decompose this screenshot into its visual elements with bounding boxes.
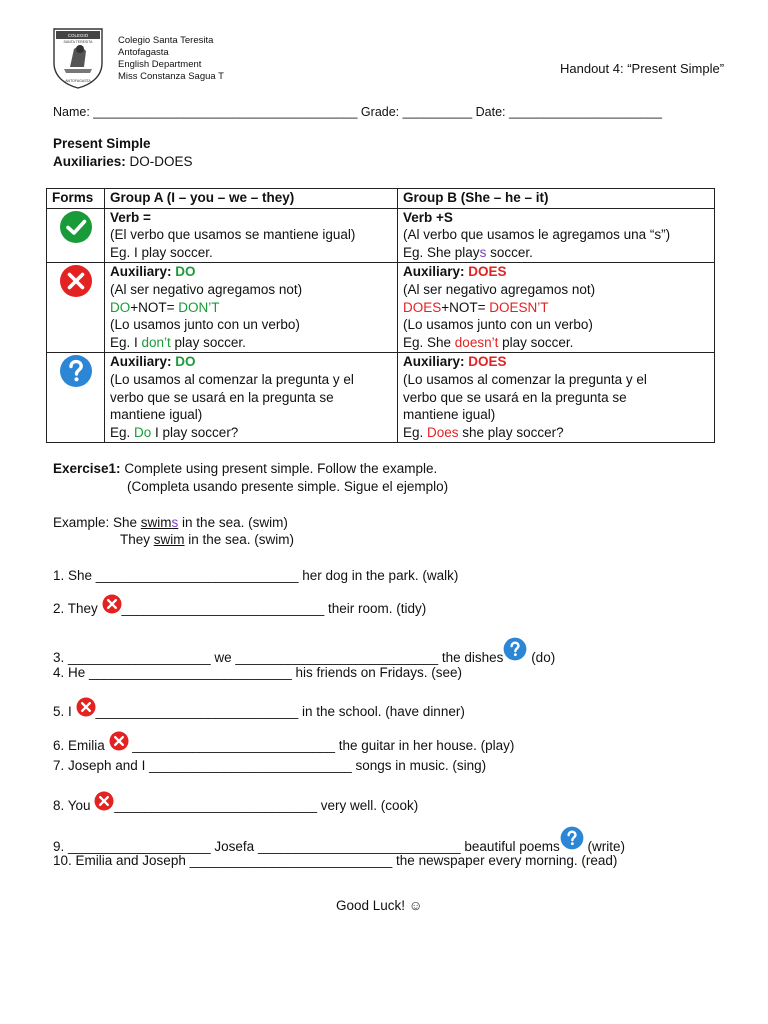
example-verb-suffix: s bbox=[171, 515, 179, 530]
x-circle-icon bbox=[94, 791, 114, 811]
negative-a-title bbox=[110, 263, 397, 281]
item-text: ___________________________ in the school. (have dinner) bbox=[95, 704, 465, 719]
auxiliaries-value: DO-DOES bbox=[125, 154, 193, 169]
aux-value: DOES bbox=[468, 354, 507, 370]
negative-b-title bbox=[403, 263, 714, 281]
affirmative-icon-cell bbox=[47, 208, 105, 263]
question-icon-cell bbox=[47, 353, 105, 443]
aux-value: DO bbox=[175, 354, 196, 370]
example-text: Eg. bbox=[110, 424, 135, 440]
negative-a-desc: (Al ser negativo agregamos not) bbox=[110, 281, 303, 297]
x-circle-icon bbox=[58, 263, 94, 299]
table-row-question bbox=[47, 353, 715, 443]
table-row-affirmative bbox=[47, 208, 715, 263]
item-text: (write) bbox=[583, 839, 625, 854]
example-verb bbox=[141, 515, 179, 530]
example-highlight: doesn’t bbox=[454, 334, 499, 350]
affirmative-b-title: Verb +S bbox=[403, 209, 453, 225]
item-text: ___________________________ their room. (tidy) bbox=[121, 601, 427, 616]
x-circle-icon bbox=[102, 594, 122, 614]
exercise-item-2 bbox=[53, 600, 426, 616]
item-text: 2. They bbox=[53, 601, 102, 616]
table-row-negative bbox=[47, 263, 715, 353]
example-line-2 bbox=[120, 532, 294, 547]
form-aux: DO bbox=[110, 299, 131, 315]
affirmative-b-example bbox=[403, 244, 714, 262]
form-result: DON’T bbox=[178, 299, 220, 315]
negative-b-use: (Lo usamos junto con un verbo) bbox=[403, 317, 593, 333]
exercise-item-3 bbox=[53, 637, 555, 665]
example-text: Eg. I bbox=[110, 334, 142, 350]
exercise-item-7: 7. Joseph and I ___________________________ songs in music. (sing) bbox=[53, 758, 487, 773]
header-group-a: Group A (I – you – we – they) bbox=[105, 189, 398, 209]
aux-label: Auxiliary: bbox=[403, 264, 469, 280]
auxiliaries-label: Auxiliaries: bbox=[53, 154, 126, 169]
example-text: They bbox=[120, 532, 154, 547]
negative-b-desc: (Al ser negativo agregamos not) bbox=[403, 281, 596, 297]
affirmative-a-title: Verb = bbox=[110, 209, 151, 225]
exercise-item-9 bbox=[53, 826, 625, 854]
example-highlight: don’t bbox=[141, 334, 171, 350]
question-b-title bbox=[403, 353, 714, 371]
school-city: Antofagasta bbox=[118, 47, 169, 58]
affirmative-group-b bbox=[398, 208, 715, 263]
question-a-desc-1: (Lo usamos al comenzar la pregunta y el bbox=[110, 371, 354, 387]
exercise-item-1: 1. She ___________________________ her dog in the park. (walk) bbox=[53, 568, 459, 583]
exercise-instruction-es: (Completa usando presente simple. Sigue el ejemplo) bbox=[127, 479, 449, 494]
question-circle-icon bbox=[560, 826, 584, 850]
affirmative-b-desc: (Al verbo que usamos le agregamos una “s”) bbox=[403, 227, 671, 243]
negative-group-b bbox=[398, 263, 715, 353]
question-circle-icon bbox=[503, 637, 527, 661]
aux-value: DOES bbox=[468, 264, 507, 280]
example-text: Eg. She play bbox=[403, 244, 480, 260]
example-text: I play soccer? bbox=[151, 424, 239, 440]
aux-label: Auxiliary: bbox=[110, 354, 176, 370]
logo-text-top: COLEGIO bbox=[67, 33, 89, 38]
example-text: soccer. bbox=[486, 244, 533, 260]
name-grade-date-line: Name: ______________________________________ Grade: __________ Date: ______________________ bbox=[53, 105, 662, 119]
footer-good-luck: Good Luck! ☺ bbox=[336, 898, 423, 913]
school-info bbox=[118, 35, 224, 83]
exercise-item-10: 10. Emilia and Joseph ___________________________ the newspaper every morning. (read) bbox=[53, 853, 618, 868]
exercise-instruction-text: Complete using present simple. Follow the example. bbox=[120, 461, 438, 476]
affirmative-group-a bbox=[105, 208, 398, 263]
page-title: Present Simple bbox=[53, 136, 151, 151]
example-highlight: s bbox=[479, 244, 487, 260]
question-a-desc-2: verbo que se usará en la pregunta se bbox=[110, 389, 334, 405]
form-result: DOESN’T bbox=[489, 299, 549, 315]
example-text: Example: She bbox=[53, 515, 141, 530]
logo-text-bottom: ANTOFAGASTA bbox=[65, 79, 91, 83]
negative-a-form bbox=[110, 299, 397, 317]
aux-label: Auxiliary: bbox=[403, 354, 469, 370]
item-text: ___________________________ the guitar in her house. (play) bbox=[128, 738, 515, 753]
x-circle-icon bbox=[109, 731, 129, 751]
exercise-item-6 bbox=[53, 731, 514, 753]
handout-title: Handout 4: “Present Simple” bbox=[560, 61, 725, 76]
exercise-item-8 bbox=[53, 791, 418, 813]
table-header-row bbox=[47, 189, 715, 209]
item-text: 6. Emilia bbox=[53, 738, 109, 753]
negative-a-use: (Lo usamos junto con un verbo) bbox=[110, 317, 300, 333]
example-text: play soccer. bbox=[498, 334, 574, 350]
question-b-example bbox=[403, 424, 714, 442]
x-circle-icon bbox=[76, 697, 96, 717]
example-text: play soccer. bbox=[170, 334, 246, 350]
question-b-desc-1: (Lo usamos al comenzar la pregunta y el bbox=[403, 371, 647, 387]
negative-a-example bbox=[110, 334, 397, 352]
negative-group-a bbox=[105, 263, 398, 353]
example-text: in the sea. (swim) bbox=[178, 515, 288, 530]
item-text: ___________________________ very well. (cook) bbox=[114, 798, 419, 813]
header-forms: Forms bbox=[47, 189, 105, 209]
question-a-title bbox=[110, 353, 397, 371]
exercise-label: Exercise1: bbox=[53, 461, 121, 476]
question-circle-icon bbox=[58, 353, 94, 389]
affirmative-a-example: Eg. I play soccer. bbox=[110, 244, 213, 260]
example-text: Eg. bbox=[403, 424, 428, 440]
negative-b-example bbox=[403, 334, 714, 352]
question-a-example bbox=[110, 424, 397, 442]
exercise-item-4: 4. He ___________________________ his friends on Fridays. (see) bbox=[53, 665, 463, 680]
teacher-name: Miss Constanza Sagua T bbox=[118, 71, 224, 82]
item-text: 8. You bbox=[53, 798, 95, 813]
school-name: Colegio Santa Teresita bbox=[118, 35, 214, 46]
grammar-table bbox=[46, 188, 715, 443]
form-aux: DOES bbox=[403, 299, 442, 315]
example-line-1 bbox=[53, 515, 288, 530]
question-group-b bbox=[398, 353, 715, 443]
header-group-b: Group B (She – he – it) bbox=[398, 189, 715, 209]
logo-text-mid: SANTA TERESITA bbox=[63, 40, 93, 44]
affirmative-a-desc: (El verbo que usamos se mantiene igual) bbox=[110, 227, 356, 243]
example-verb: swim bbox=[153, 532, 185, 547]
example-text: she play soccer? bbox=[458, 424, 564, 440]
negative-icon-cell bbox=[47, 263, 105, 353]
aux-value: DO bbox=[175, 264, 196, 280]
item-text: 3. ___________________ we ___________________________ the dishes bbox=[53, 650, 504, 665]
school-logo bbox=[50, 27, 106, 89]
example-highlight: Do bbox=[134, 424, 152, 440]
form-mid: +NOT= bbox=[130, 299, 179, 315]
exercise-instruction bbox=[53, 461, 437, 476]
question-group-a bbox=[105, 353, 398, 443]
negative-b-form bbox=[403, 299, 714, 317]
aux-label: Auxiliary: bbox=[110, 264, 176, 280]
question-b-desc-3: mantiene igual) bbox=[403, 407, 496, 423]
item-text: 9. ___________________ Josefa ___________________________ beautiful poems bbox=[53, 839, 560, 854]
example-highlight: Does bbox=[427, 424, 459, 440]
exercise-item-5 bbox=[53, 697, 465, 719]
example-text: in the sea. (swim) bbox=[184, 532, 295, 547]
form-mid: +NOT= bbox=[441, 299, 490, 315]
item-text: 5. I bbox=[53, 704, 76, 719]
example-text: Eg. She bbox=[403, 334, 455, 350]
item-text: (do) bbox=[527, 650, 556, 665]
example-verb-root: swim bbox=[140, 515, 172, 530]
question-a-desc-3: mantiene igual) bbox=[110, 407, 203, 423]
check-circle-icon bbox=[58, 209, 94, 245]
school-department: English Department bbox=[118, 59, 202, 70]
auxiliaries-line bbox=[53, 154, 193, 169]
question-b-desc-2: verbo que se usará en la pregunta se bbox=[403, 389, 627, 405]
